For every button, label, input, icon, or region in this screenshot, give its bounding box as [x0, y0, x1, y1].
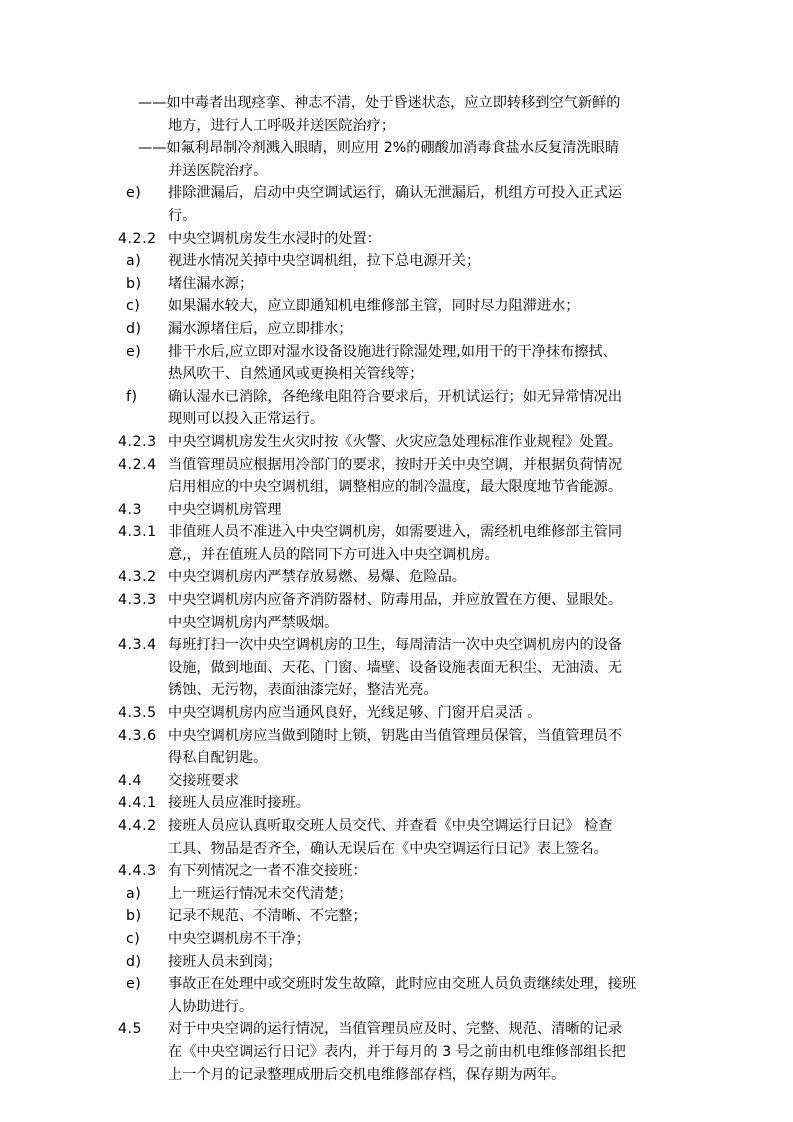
item-number: b) [126, 275, 142, 292]
text-line [0, 521, 793, 544]
text-line [0, 725, 793, 748]
item-text: 启用相应的中央空调机组，调整相应的制冷温度，最大限度地节省能源。 [168, 479, 623, 496]
text-line [0, 951, 793, 974]
text-line [0, 228, 793, 251]
item-number: d) [126, 953, 142, 970]
item-text: 中央空调机房管理 [168, 501, 282, 518]
item-text: 得私自配钥匙。 [168, 750, 268, 767]
item-number: 4.3.4 [118, 637, 157, 654]
text-line [0, 589, 793, 612]
text-line [0, 634, 793, 657]
item-number: 4.3.2 [118, 569, 157, 586]
text-line [0, 815, 793, 838]
document-body [0, 92, 793, 1086]
item-text: 人协助进行。 [168, 998, 254, 1015]
text-line [0, 160, 793, 183]
item-text: 视进水情况关掉中央空调机组，拉下总电源开关； [168, 253, 481, 270]
item-number: 4.5 [118, 1021, 143, 1038]
text-line [0, 860, 793, 883]
item-text: 行。 [168, 207, 197, 224]
item-text: 排除泄漏后，启动中央空调试运行，确认无泄漏后，机组方可投入正式运 [168, 185, 623, 202]
text-line [0, 905, 793, 928]
item-number: 4.4.1 [118, 795, 157, 812]
text-line [0, 341, 793, 364]
text-line [0, 702, 793, 725]
item-text: 排干水后,应立即对湿水设备设施进行除湿处理,如用干的干净抹布擦拭、 [168, 343, 617, 360]
item-number: 4.4 [118, 772, 143, 789]
item-text: 中央空调机房应当做到随时上锁，钥匙由当值管理员保管，当值管理员不 [168, 727, 623, 744]
text-line [0, 182, 793, 205]
text-line [0, 973, 793, 996]
item-text: 确认湿水已消除，各绝缘电阻符合要求后，开机试运行；如无异常情况出 [168, 388, 623, 405]
item-text: 设施，做到地面、天花、门窗、墙壁、设备设施表面无积尘、无油渍、无 [168, 659, 623, 676]
item-text: 中央空调机房发生火灾时按《火警、火灾应急处理标准作业规程》处置。 [168, 433, 623, 450]
text-line [0, 1041, 793, 1064]
item-text: 中央空调机房内严禁存放易燃、易爆、危险品。 [168, 569, 466, 586]
text-line [0, 431, 793, 454]
text-line [0, 883, 793, 906]
text-line [0, 612, 793, 635]
text-line [0, 566, 793, 589]
item-text: 意,，并在值班人员的陪同下方可进入中央空调机房。 [168, 546, 499, 563]
item-text: 当值管理员应根据用冷部门的要求，按时开关中央空调，并根据负荷情况 [168, 456, 623, 473]
item-text: 上一班运行情况未交代清楚； [168, 885, 353, 902]
item-number: f) [126, 388, 138, 405]
text-line [0, 115, 793, 138]
item-number: e) [126, 343, 142, 360]
item-number: 4.3.3 [118, 592, 157, 609]
text-line [0, 499, 793, 522]
item-text: 如果漏水较大，应立即通知机电维修部主管，同时尽力阻滞进水； [168, 298, 580, 315]
item-text: 事故正在处理中或交班时发生故障，此时应由交班人员负责继续处理，接班 [168, 976, 637, 993]
item-text: 中央空调机房发生水浸时的处置： [168, 230, 381, 247]
item-number: c) [126, 298, 141, 315]
item-text: 有下列情况之一者不准交接班： [168, 863, 367, 880]
item-number: a) [126, 885, 142, 902]
item-text: 在《中央空调运行日记》表内，并于每月的 3 号之前由机电维修部组长把 [168, 1043, 626, 1060]
text-line [0, 318, 793, 341]
text-line [0, 838, 793, 861]
item-number: 4.2.2 [118, 230, 157, 247]
text-line [0, 205, 793, 228]
item-number: a) [126, 253, 142, 270]
text-line [0, 250, 793, 273]
item-number: 4.3.1 [118, 524, 157, 541]
item-text: 非值班人员不准进入中央空调机房，如需要进入，需经机电维修部主管同 [168, 524, 623, 541]
item-text: 中央空调机房不干净； [168, 930, 310, 947]
item-text: 接班人员应认真听取交班人员交代、并查看《中央空调运行日记》 检查 [168, 818, 613, 834]
text-line [0, 363, 793, 386]
text-line [0, 408, 793, 431]
text-line [0, 679, 793, 702]
item-text: 接班人员未到岗； [168, 953, 282, 970]
item-number: 4.2.3 [118, 433, 157, 450]
item-text: 接班人员应准时接班。 [168, 795, 310, 812]
text-line [0, 657, 793, 680]
item-text: 每班打扫一次中央空调机房的卫生，每周清洁一次中央空调机房内的设备 [168, 637, 623, 654]
text-line [0, 273, 793, 296]
item-number: c) [126, 930, 141, 947]
item-text: 记录不规范、不清晰、不完整； [168, 908, 367, 925]
item-text: 对于中央空调的运行情况，当值管理员应及时、完整、规范、清晰的记录 [168, 1021, 623, 1038]
text-line [0, 770, 793, 793]
item-text: 现则可以投入正常运行。 [168, 411, 325, 428]
item-number: 4.3 [118, 501, 143, 518]
item-text: 并送医院治疗。 [168, 162, 268, 179]
item-text: ——如中毒者出现痉挛、神志不清，处于昏迷状态，应立即转移到空气新鲜的 [138, 95, 621, 111]
item-number: e) [126, 185, 142, 202]
text-line [0, 454, 793, 477]
item-number: 4.3.5 [118, 705, 157, 722]
item-text: 中央空调机房内应当通风良好，光线足够、门窗开启灵活 。 [168, 705, 542, 722]
text-line [0, 1018, 793, 1041]
item-text: 中央空调机房内严禁吸烟。 [168, 614, 339, 631]
item-number: 4.4.2 [118, 818, 157, 834]
text-line [0, 928, 793, 951]
item-text: 工具、物品是否齐全，确认无误后在《中央空调运行日记》表上签名。 [168, 840, 608, 857]
text-line [0, 747, 793, 770]
text-line [0, 1064, 793, 1087]
text-line [0, 544, 793, 567]
item-number: d) [126, 320, 142, 337]
item-text: 漏水源堵住后，应立即排水； [168, 320, 353, 337]
text-line [0, 295, 793, 318]
item-text: 上一个月的记录整理成册后交机电维修部存档，保存期为两年。 [168, 1066, 566, 1083]
text-line [0, 476, 793, 499]
text-line [0, 386, 793, 409]
item-number: 4.2.4 [118, 456, 157, 473]
text-line [0, 92, 793, 115]
item-text: 中央空调机房内应备齐消防器材、防毒用品，并应放置在方便、显眼处。 [168, 592, 623, 609]
item-number: 4.4.3 [118, 863, 157, 880]
item-number: 4.3.6 [118, 727, 157, 744]
item-text: 热风吹干、自然通风或更换相关管线等； [168, 366, 424, 383]
item-number: e) [126, 976, 142, 993]
item-text: 交接班要求 [168, 772, 239, 789]
text-line [0, 792, 793, 815]
item-text: ——如氟利昂制冷剂溅入眼睛，则应用 2%的硼酸加消毒食盐水反复清洗眼睛 [138, 140, 620, 157]
item-text: 锈蚀、无污物，表面油漆完好，整洁光亮。 [168, 682, 438, 699]
text-line [0, 996, 793, 1019]
item-text: 堵住漏水源； [168, 275, 254, 292]
item-number: b) [126, 908, 142, 925]
text-line [0, 137, 793, 160]
item-text: 地方，进行人工呼吸并送医院治疗； [168, 117, 396, 134]
